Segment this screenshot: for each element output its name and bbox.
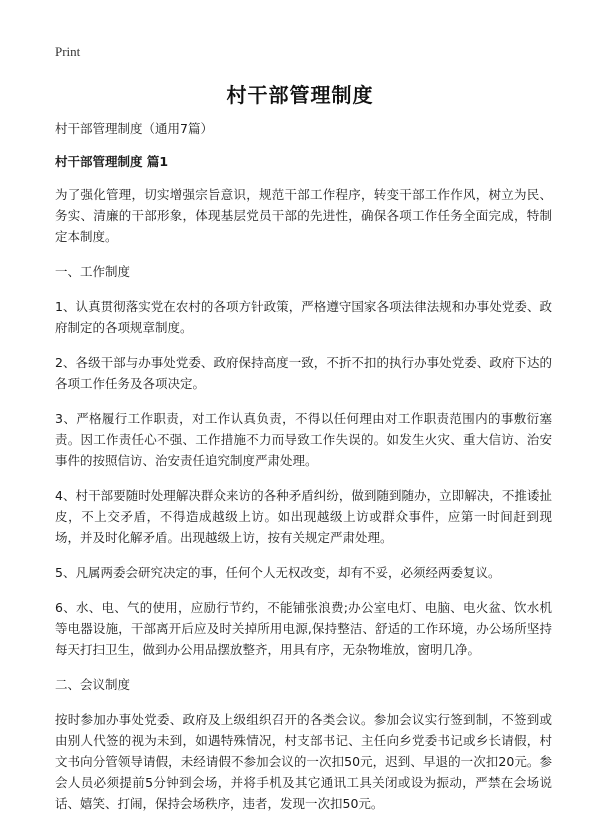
heading-meeting-rules: 二、会议制度 — [55, 677, 131, 692]
paragraph-rule-4: 4、村干部要随时处理解决群众来访的各种矛盾纠纷，做到随到随办，立即解决，不推诿扯皮，不上交矛盾，不得造成越级上访。如出现越级上访或群众事件，应第一时间赶到现场，并及时化解矛盾。出现越级上访，按有关规定严肃处理。 — [55, 488, 552, 545]
section-title: 村干部管理制度 篇1 — [55, 154, 169, 169]
paragraph-rule-3: 3、严格履行工作职责，对工作认真负责，不得以任何理由对工作职责范围内的事敷衍塞责。因工作责任心不强、工作措施不力而导致工作失误的。如发生火灾、重大信访、治安事件的按照信访、治安责任追究制度严肃处理。 — [55, 411, 552, 468]
heading-work-rules: 一、工作制度 — [55, 264, 131, 279]
paragraph-intro: 为了强化管理，切实增强宗旨意识，规范干部工作程序，转变干部工作作风，树立为民、务实、清廉的干部形象，体现基层党员干部的先进性，确保各项工作任务全面完成，特制定本制度。 — [55, 187, 552, 244]
print-link[interactable]: Print — [55, 44, 81, 59]
document-subtitle: 村干部管理制度（通用7篇） — [55, 121, 213, 136]
page-title: 村干部管理制度 — [226, 83, 374, 107]
paragraph-meeting: 按时参加办事处党委、政府及上级组织召开的各类会议。参加会议实行签到制，不签到或由别人代签的视为未到，如遇特殊情况，村支部书记、主任向乡党委书记或乡长请假，村文书向分管领导请假，未经请假不参加会议的一次扣50元，迟到、早退的一次扣20元。参会人员必须提前5分钟到会场，并将手机及其它通讯工具关闭或设为振动，严禁在会场说话、嬉笑、打闹，保持会场秩序，违者，发现一次扣50元。 — [55, 712, 552, 811]
paragraph-rule-2: 2、各级干部与办事处党委、政府保持高度一致，不折不扣的执行办事处党委、政府下达的各项工作任务及各项决定。 — [55, 355, 552, 391]
paragraph-rule-1: 1、认真贯彻落实党在农村的各项方针政策，严格遵守国家各项法律法规和办事处党委、政府制定的各项规章制度。 — [55, 299, 552, 335]
paragraph-rule-5: 5、凡属两委会研究决定的事，任何个人无权改变，却有不妥，必须经两委复议。 — [55, 565, 501, 580]
paragraph-rule-6: 6、水、电、气的使用，应励行节约，不能铺张浪费;办公室电灯、电脑、电火盆、饮水机等电器设施，干部离开后应及时关掉所用电源,保持整洁、舒适的工作环境，办公场所坚持每天打扫卫生，做到办公用品摆放整齐，用具有序，无杂物堆放，窗明几净。 — [55, 600, 552, 657]
document-body — [55, 119, 552, 828]
